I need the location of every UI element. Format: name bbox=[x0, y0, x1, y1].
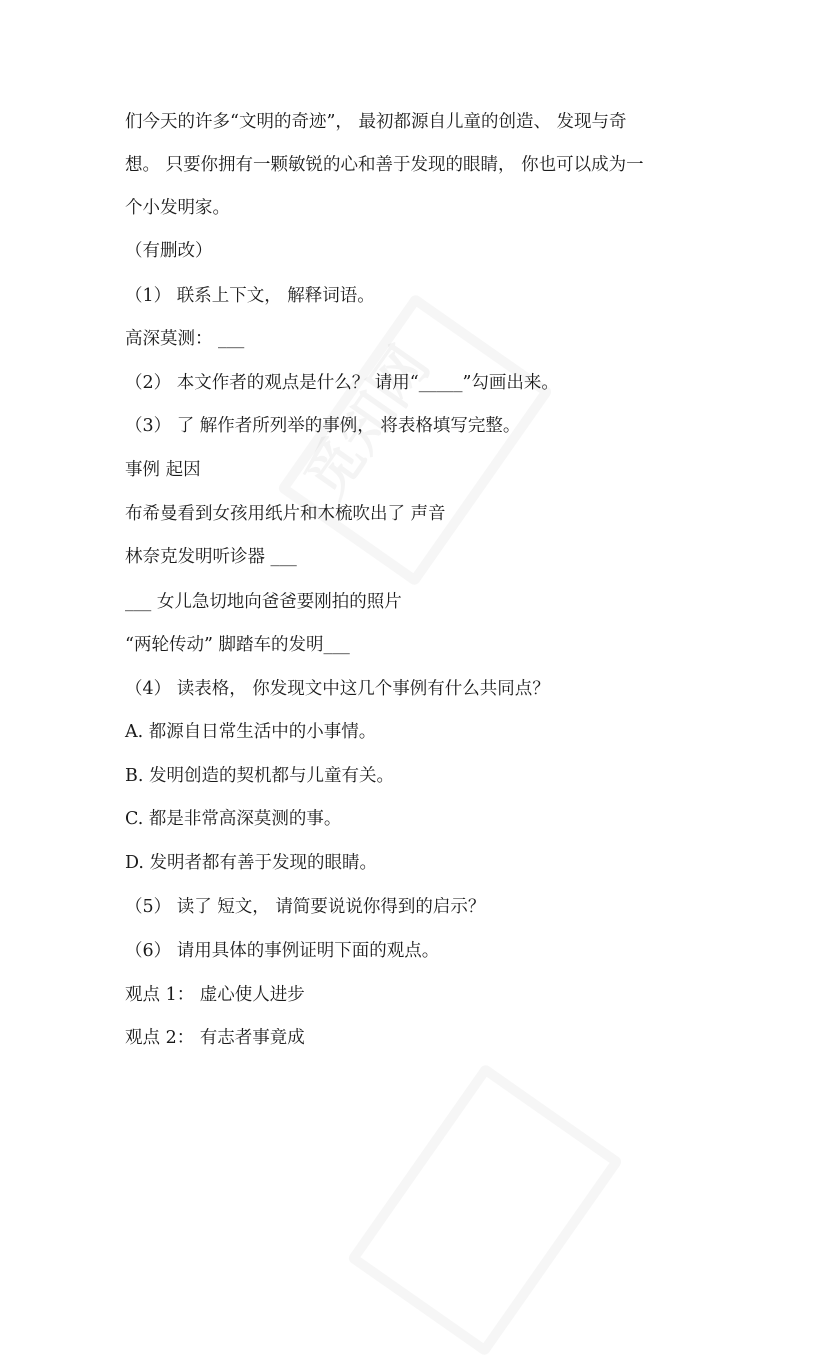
table-header: 事例 起因 bbox=[125, 460, 201, 480]
question-3: （3） 了 解作者所列举的事例， 将表格填写完整。 bbox=[125, 416, 521, 436]
text-line-3: 个小发明家。 bbox=[125, 198, 230, 218]
table-row-2: 林奈克发明听诊器 ___ bbox=[125, 547, 297, 567]
question-5: （5） 读了 短文， 请简要说说你得到的启示？ bbox=[125, 897, 486, 917]
option-d: D. 发明者都有善于发现的眼睛。 bbox=[125, 853, 378, 873]
viewpoint-2: 观点 2： 有志者事竟成 bbox=[125, 1028, 305, 1048]
viewpoint-1: 观点 1： 虚心使人进步 bbox=[125, 985, 305, 1005]
question-4: （4） 读表格， 你发现文中这几个事例有什么共同点？ bbox=[125, 679, 550, 699]
text-line-2: 想。 只要你拥有一颗敏锐的心和善于发现的眼睛， 你也可以成为一 bbox=[125, 155, 644, 175]
question-6: （6） 请用具体的事例证明下面的观点。 bbox=[125, 941, 440, 961]
text-line-1: 们今天的许多“文明的奇迹”， 最初都源自儿童的创造、 发现与奇 bbox=[125, 112, 627, 132]
table-row-3: ___ 女儿急切地向爸爸要刚拍的照片 bbox=[125, 592, 402, 612]
table-row-1: 布希曼看到女孩用纸片和木梳吹出了 声音 bbox=[125, 504, 446, 524]
watermark-frame-bottom bbox=[347, 1063, 624, 1357]
answer-line-1: 高深莫测： ___ bbox=[125, 329, 245, 349]
option-b: B. 发明创造的契机都与儿童有关。 bbox=[125, 766, 394, 786]
question-1: （1） 联系上下文， 解释词语。 bbox=[125, 286, 375, 306]
text-line-4: （有删改） bbox=[125, 241, 213, 261]
option-a: A. 都源自日常生活中的小事情。 bbox=[125, 722, 377, 742]
question-2: （2） 本文作者的观点是什么？ 请用“_____”勾画出来。 bbox=[125, 373, 559, 393]
table-row-4: “两轮传动” 脚踏车的发明___ bbox=[125, 635, 350, 655]
option-c: C. 都是非常高深莫测的事。 bbox=[125, 809, 342, 829]
